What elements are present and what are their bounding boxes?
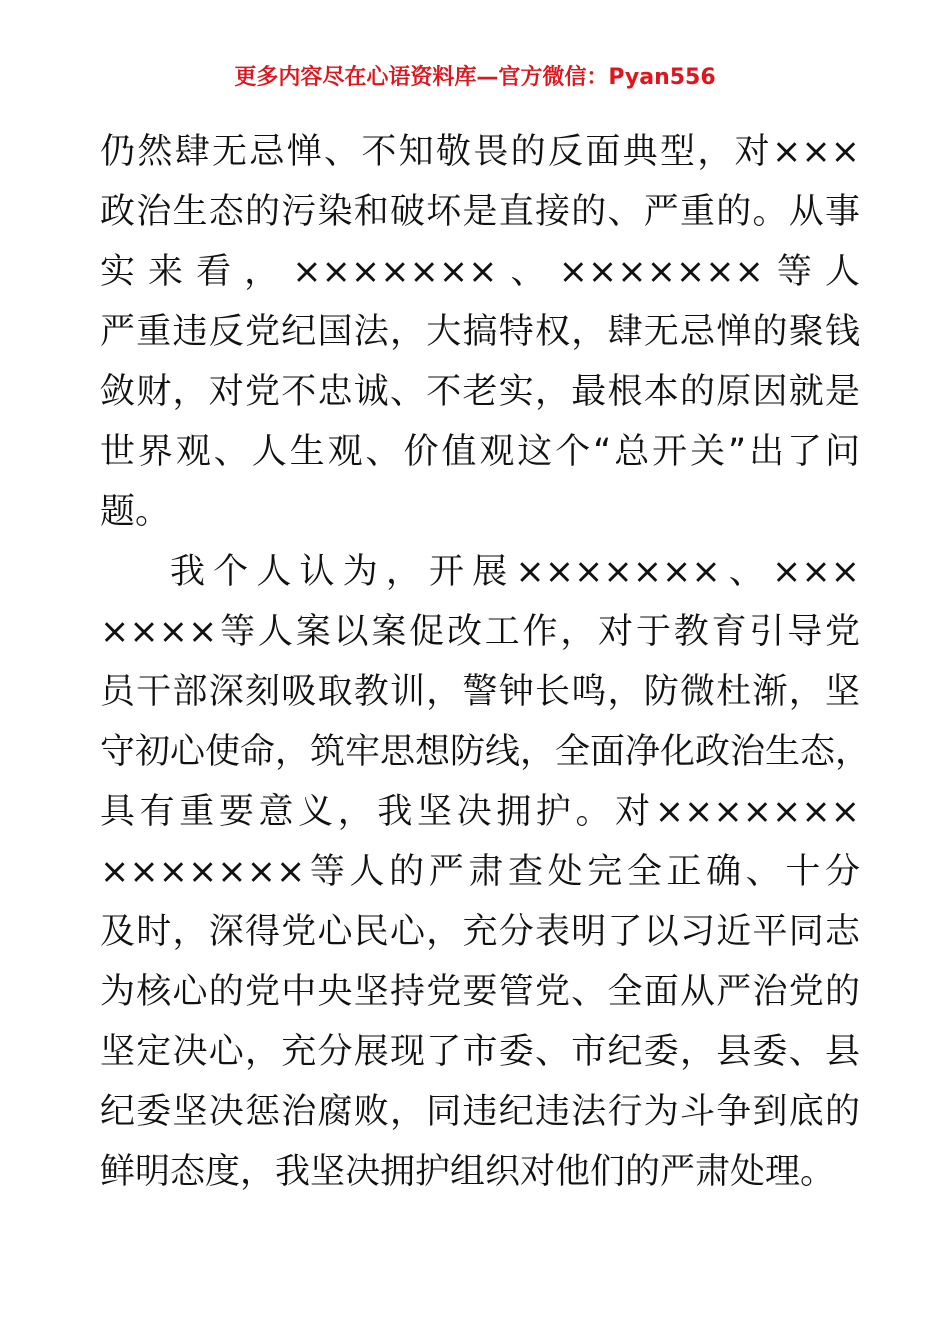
paragraph-2-line-2: ××××等人案以案促改工作，对于教育引导党 [100,612,860,652]
paragraph-2-line-6: ×××××××等人的严肃查处完全正确、十分 [100,852,860,892]
paragraph-1-line-2: 政治生态的污染和破坏是直接的、严重的。从事 [100,192,860,232]
paragraph-2-line-3: 员干部深刻吸取教训，警钟长鸣，防微杜渐，坚 [100,672,860,712]
paragraph-1-line-4: 严重违反党纪国法，大搞特权，肆无忌惮的聚钱 [100,312,860,352]
paragraph-1-line-6: 世界观、人生观、价值观这个“总开关”出了问 [100,432,860,472]
paragraph-2-line-5: 具有重要意义，我坚决拥护。对××××××× [100,792,860,832]
paragraph-2-line-11: 鲜明态度，我坚决拥护组织对他们的严肃处理。 [100,1152,836,1192]
watermark-header: 更多内容尽在心语资料库—官方微信：Pyan556 [234,65,716,90]
paragraph-2-line-1: 我个人认为，开展×××××××、××× [170,552,860,592]
paragraph-2-line-7: 及时，深得党心民心，充分表明了以习近平同志 [100,912,860,952]
paragraph-2-line-9: 坚定决心，充分展现了市委、市纪委，县委、县 [100,1032,860,1072]
paragraph-1-line-3: 实来看，×××××××、×××××××等人 [100,252,860,292]
paragraph-1-line-5: 敛财，对党不忠诚、不老实，最根本的原因就是 [100,372,860,412]
paragraph-1-line-7: 题。 [100,492,171,532]
paragraph-2-line-10: 纪委坚决惩治腐败，同违纪违法行为斗争到底的 [100,1092,860,1132]
paragraph-1-line-1: 仍然肆无忌惮、不知敬畏的反面典型，对××× [100,132,860,172]
paragraph-2-line-8: 为核心的党中央坚持党要管党、全面从严治党的 [100,972,860,1012]
paragraph-2-line-4: 守初心使命，筑牢思想防线，全面净化政治生态， [100,732,871,772]
